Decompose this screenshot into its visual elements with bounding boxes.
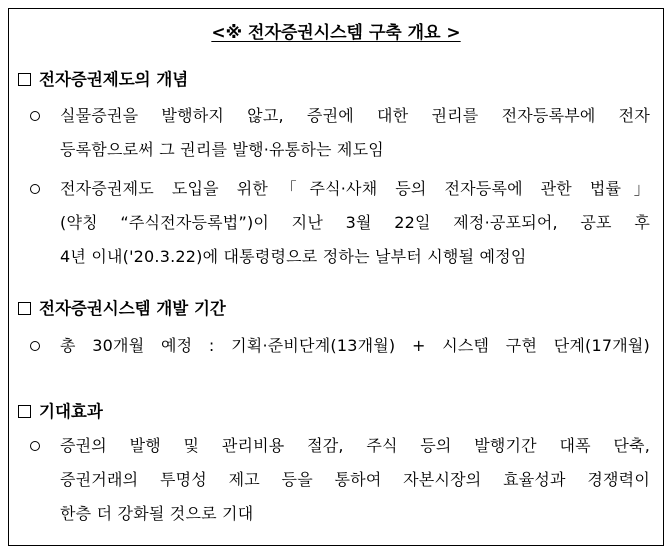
bullet-line: 증권의 발행 및 관리비용 절감, 주식 등의 발행기간 대폭 단축, — [60, 436, 650, 455]
bullet-line: 4년 이내('20.3.22)에 대통령령으로 정하는 날부터 시행될 예정임 — [60, 247, 527, 266]
section-heading-period — [18, 295, 226, 319]
section-heading-text: 전자증권제도의 개념 — [39, 70, 189, 89]
section-heading-text: 전자증권시스템 개발 기간 — [39, 299, 226, 318]
circle-bullet-icon — [30, 341, 40, 351]
section-heading-text: 기대효과 — [39, 402, 103, 421]
section-heading-concept — [18, 66, 188, 90]
bullet-line: 실물증권을 발행하지 않고, 증권에 대한 권리를 전자등록부에 전자 — [60, 106, 650, 125]
bullet-item — [30, 429, 650, 531]
document-title — [0, 18, 672, 43]
bullet-line: 한층 더 강화될 것으로 기대 — [60, 504, 254, 523]
bullet-line: (약칭 “주식전자등록법”)이 지난 3월 22일 제정·공포되어, 공포 후 — [60, 213, 650, 232]
circle-bullet-icon — [30, 184, 40, 194]
circle-bullet-icon — [30, 441, 40, 451]
bullet-line: 총 30개월 예정 : 기획·준비단계(13개월) + 시스템 구현 단계(17개월) — [60, 336, 650, 355]
bullet-line: 전자증권제도 도입을 위한「주식·사채 등의 전자등록에 관한 법률」 — [60, 179, 650, 198]
section-heading-effects — [18, 398, 103, 422]
square-bullet-icon — [18, 405, 31, 418]
square-bullet-icon — [18, 302, 31, 315]
bullet-line: 증권거래의 투명성 제고 등을 통하여 자본시장의 효율성과 경쟁력이 — [60, 470, 650, 489]
bullet-item — [30, 329, 650, 363]
circle-bullet-icon — [30, 111, 40, 121]
document-title-text: <※ 전자증권시스템 구축 개요 > — [211, 23, 461, 43]
bullet-line: 등록함으로써 그 권리를 발행·유통하는 제도임 — [60, 140, 384, 159]
bullet-item — [30, 172, 650, 274]
bullet-item — [30, 99, 650, 167]
square-bullet-icon — [18, 73, 31, 86]
